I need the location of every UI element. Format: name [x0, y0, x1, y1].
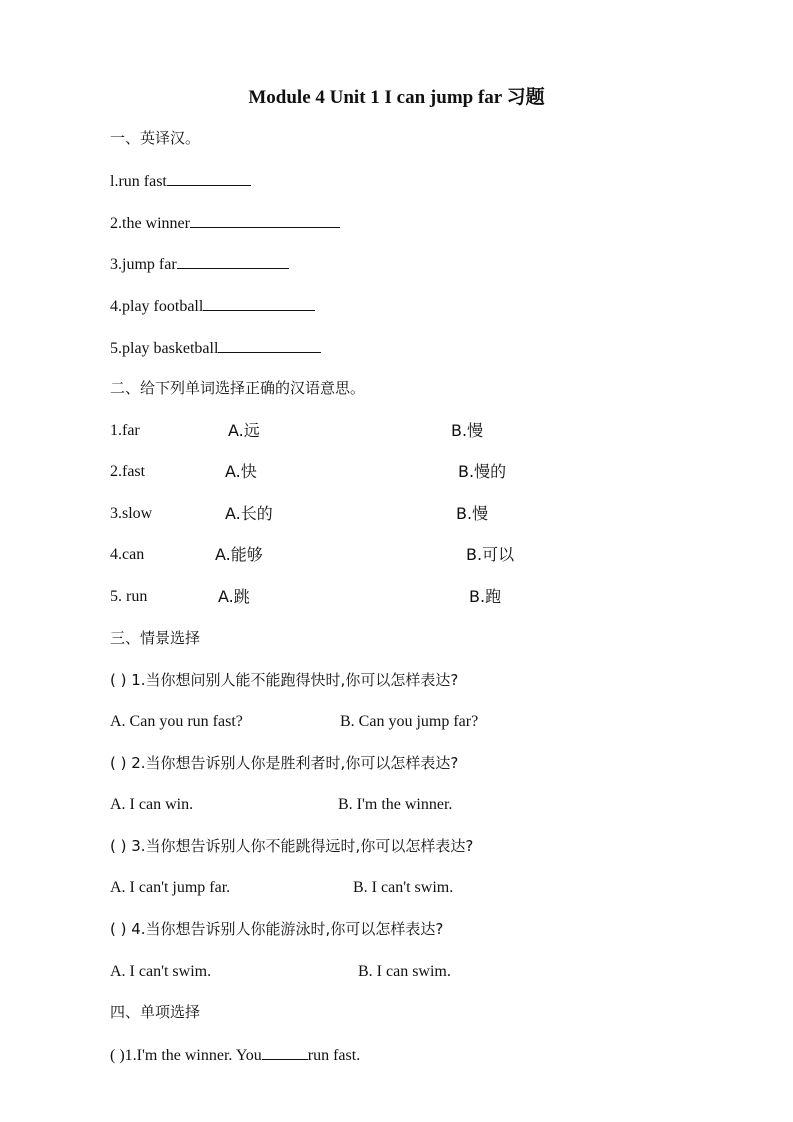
item-text: 4.play football	[110, 298, 204, 315]
section3-option-a-3: A. I can't jump far.	[110, 879, 231, 896]
section3-option-a-2: A. I can win.	[110, 796, 194, 813]
section1-item-2	[110, 213, 340, 234]
answer-blank[interactable]	[262, 1045, 308, 1060]
answer-blank[interactable]	[203, 296, 315, 311]
section2-item-3	[110, 504, 152, 524]
answer-blank[interactable]	[177, 254, 289, 269]
section1-item-3	[110, 254, 289, 275]
item-text: l.run fast	[110, 173, 167, 190]
question-start: ( )1.I'm the winner. You	[110, 1047, 262, 1064]
option-b: B.跑	[469, 587, 502, 606]
question-end: run fast.	[307, 1047, 361, 1064]
answer-blank[interactable]	[190, 213, 340, 228]
item-text: 2.the winner	[110, 215, 190, 232]
section1-heading: 一、英译汉。	[110, 129, 201, 147]
section1-item-5	[110, 338, 321, 359]
section3-question-3: ( ) 3.当你想告诉别人你不能跳得远时,你可以怎样表达?	[110, 837, 474, 855]
section2-item-1	[110, 421, 140, 441]
section1-item-4	[110, 296, 315, 317]
page-title: Module 4 Unit 1 I can jump far 习题	[248, 87, 545, 108]
option-a: A.远	[228, 421, 260, 440]
section3-heading: 三、情景选择	[110, 629, 201, 647]
item-text: 3.jump far	[110, 256, 177, 273]
section3-option-b-4: B. I can swim.	[358, 963, 451, 980]
section3-option-b-1: B. Can you jump far?	[340, 713, 479, 730]
section3-option-b-2: B. I'm the winner.	[338, 796, 453, 813]
section2-item-5	[110, 587, 147, 607]
answer-blank[interactable]	[167, 171, 251, 186]
section2-heading: 二、给下列单词选择正确的汉语意思。	[110, 379, 366, 397]
option-b: B.慢的	[458, 462, 507, 481]
section3-option-b-3: B. I can't swim.	[353, 879, 454, 896]
option-b: B.慢	[451, 421, 484, 440]
option-b: B.可以	[466, 545, 515, 564]
option-a: A.能够	[215, 545, 263, 564]
section1-item-1	[110, 171, 251, 192]
section3-question-4: ( ) 4.当你想告诉别人你能游泳时,你可以怎样表达?	[110, 920, 444, 938]
option-a: A.长的	[225, 504, 273, 523]
word: 1.far	[110, 422, 140, 439]
option-a: A.快	[225, 462, 257, 481]
item-text: 5.play basketball	[110, 340, 219, 357]
option-a: A.跳	[218, 587, 250, 606]
section3-question-2: ( ) 2.当你想告诉别人你是胜利者时,你可以怎样表达?	[110, 754, 459, 772]
section3-option-a-1: A. Can you run fast?	[110, 713, 243, 730]
word: 4.can	[110, 546, 145, 563]
answer-blank[interactable]	[218, 338, 321, 353]
section3-question-1: ( ) 1.当你想问别人能不能跑得快时,你可以怎样表达?	[110, 671, 459, 689]
word: 2.fast	[110, 463, 146, 480]
section2-item-2	[110, 462, 145, 482]
option-b: B.慢	[456, 504, 489, 523]
word: 5. run	[110, 588, 148, 605]
word: 3.slow	[110, 505, 153, 522]
section4-question-1	[110, 1045, 360, 1066]
section3-option-a-4: A. I can't swim.	[110, 963, 212, 980]
section4-heading: 四、单项选择	[110, 1003, 201, 1021]
section2-item-4	[110, 545, 144, 565]
